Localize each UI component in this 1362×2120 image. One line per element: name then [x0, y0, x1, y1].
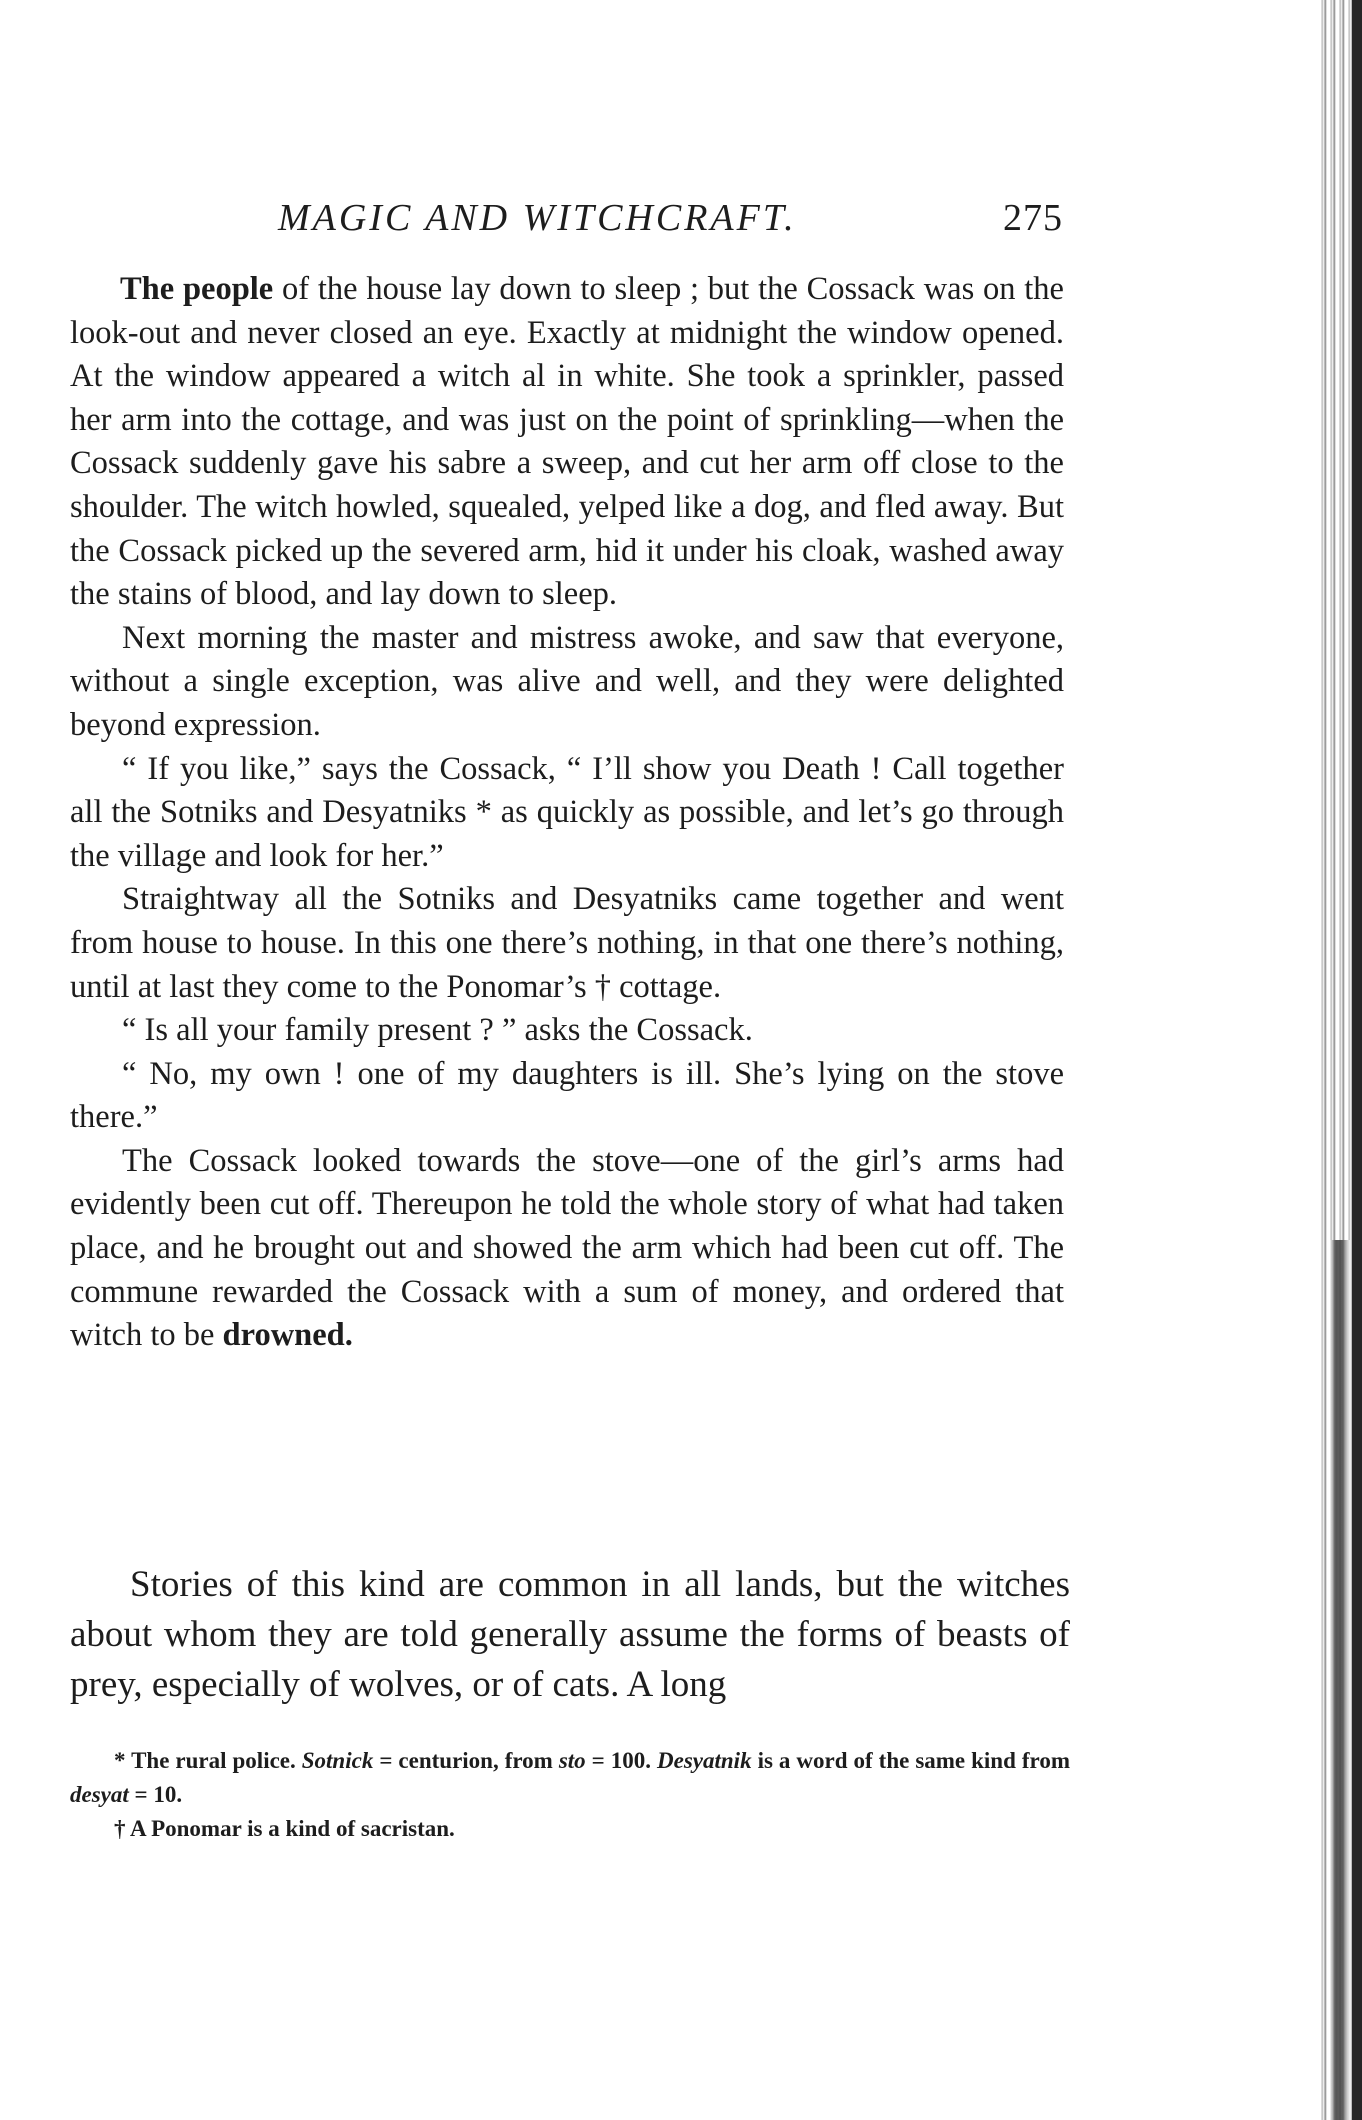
paragraph-1 [70, 268, 1064, 617]
paragraph-3: “ If you like,” says the Cossack, “ I’ll show you Death ! Call together all the Sotniks and Desyatniks * as quickly as possible, and let’s go through the village and look for her.” [70, 750, 1064, 874]
footnote-1 [70, 1744, 1070, 1812]
footnote-1-part: is a word of the same kind from [751, 1748, 1070, 1773]
binding-shadow [1330, 1240, 1350, 2120]
scan-border [1352, 0, 1362, 2120]
footnote-1-term-desyatnik: Desyatnik [657, 1748, 752, 1773]
footnote-1-part: = 100. [585, 1748, 658, 1773]
paragraph-2: Next morning the master and mistress awoke, and saw that everyone, without a single exception, was alive and well, and they were delighted beyond expression. [70, 619, 1064, 743]
running-header [70, 196, 1070, 252]
paragraph-7-text: The Cossack looked towards the stove—one of the girl’s arms had evidently been cut off. Thereupon he told the whole story of what had taken place, and he brought out and showed the arm which had been cut off. The commune rewarded the Cossack with a sum of money, and ordered that witch to be [70, 1142, 1064, 1354]
footnote-1-term-sto: sto [558, 1748, 586, 1773]
commentary-paragraph: Stories of this kind are common in all lands, but the witches about whom they are told generally assume the forms of beasts of prey, especially of wolves, or of cats. A long [70, 1564, 1070, 1705]
paragraph-7 [70, 1140, 1064, 1358]
footnote-1-part: = centurion, from [373, 1748, 559, 1773]
running-title: MAGIC AND WITCHCRAFT. [278, 197, 797, 239]
commentary-text [70, 1560, 1070, 1710]
paragraph-5: “ Is all your family present ? ” asks the Cossack. [122, 1012, 753, 1049]
paragraph-6: “ No, my own ! one of my daughters is ill. She’s lying on the stove there.” [70, 1055, 1064, 1136]
paragraph-7-end: drowned. [222, 1317, 353, 1354]
paragraph-1-text: of the house lay down to sleep ; but the Cossack was on the look-out and never closed an eye. Exactly at midnight the window opened. At the window appeared a witch al in white. She took a sprinkler, passed her arm into the cottage, and was just on the point of sprinkling—when the Cossack suddenly gave his sabre a sweep, and cut her arm off close to the shoulder. The witch howled, squealed, yelped like a dog, and fled away. But the Cossack picked up the severed arm, hid it under his cloak, washed away the stains of blood, and lay down to sleep. [70, 271, 1064, 613]
page-number: 275 [1003, 197, 1063, 239]
footnote-1-part: = 10. [128, 1782, 183, 1807]
footnote-2: † A Ponomar is a kind of sacristan. [114, 1816, 455, 1841]
footnote-1-term-desyat: desyat [70, 1782, 129, 1807]
main-text [70, 268, 1064, 1358]
paragraph-1-lead: The people [120, 271, 274, 307]
paragraph-4: Straightway all the Sotniks and Desyatniks came together and went from house to house. In this one there’s nothing, in that one there’s nothing, until at last they come to the Ponomar’s † cottage. [70, 881, 1064, 1005]
footnote-1-part: * The rural police. [114, 1748, 302, 1773]
footnote-1-term-sotnick: Sotnick [301, 1748, 374, 1773]
footnotes [70, 1744, 1070, 1846]
